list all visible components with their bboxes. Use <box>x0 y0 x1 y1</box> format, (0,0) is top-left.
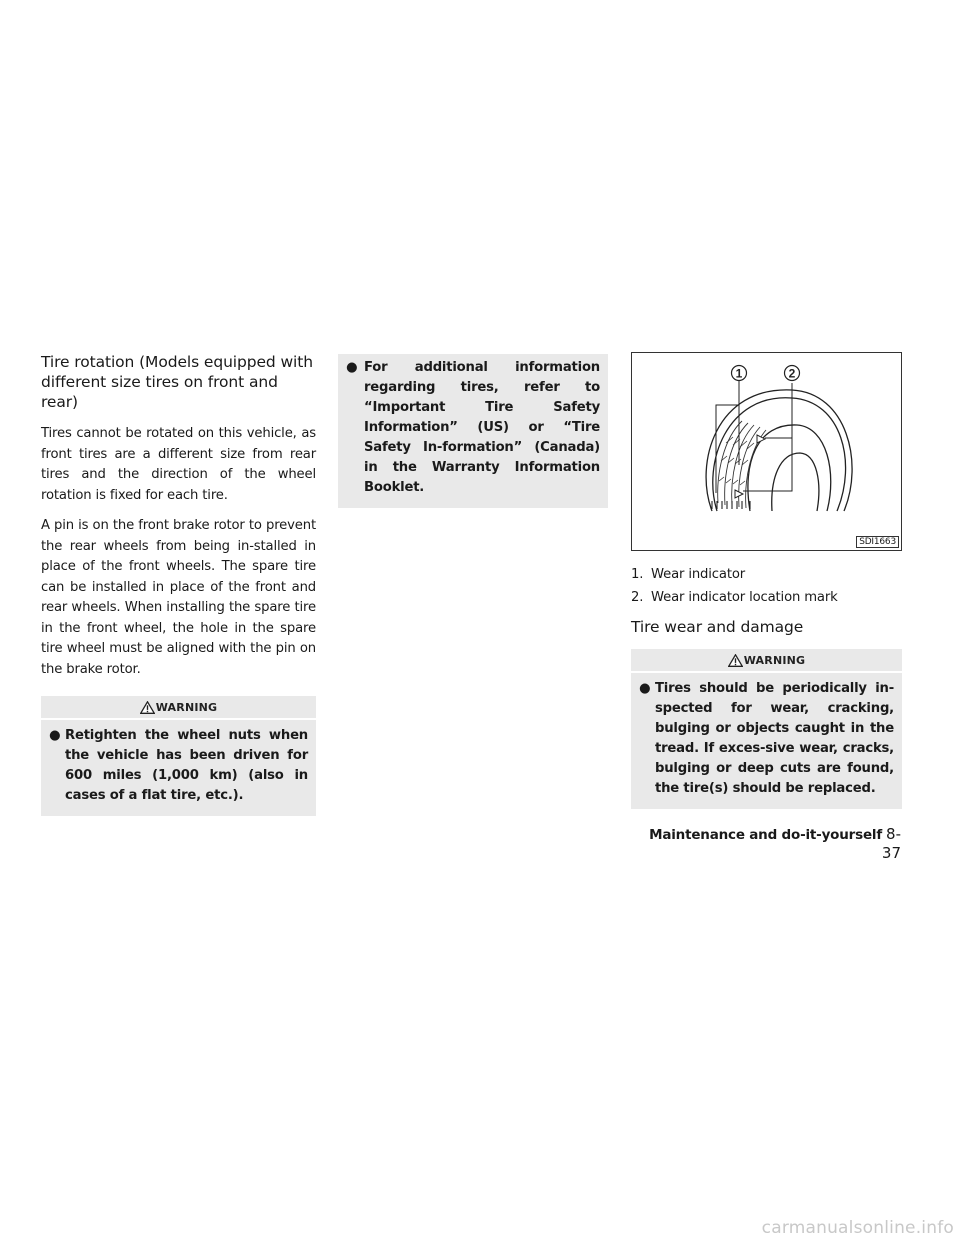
legend-text: Wear indicator <box>651 567 746 582</box>
warning-bullet <box>639 679 894 799</box>
section-heading-tire-rotation: Tire rotation (Models equipped with different size tires on front and rear) <box>41 353 313 411</box>
warning-bullet-text: Retighten the wheel nuts when the vehicle has been driven for 600 miles (1,000 km) (also in cases of a flat tire, etc.). <box>65 728 308 803</box>
warning-triangle-icon <box>728 654 743 667</box>
page-number: 8-37 <box>881 825 901 862</box>
warning-title <box>631 649 902 673</box>
paragraph-brake-pin: A pin is on the front brake rotor to prevent the rear wheels from being in-stalled in place of the front wheels. The spare tire can be installed in place of the front and rear wheels. When installing the spare tire in the front wheel, the hole in the spare tire wheel must be aligned with the pin on the brake rotor. <box>41 518 316 677</box>
column-middle <box>338 354 608 508</box>
warning-box <box>41 696 316 816</box>
warning-title <box>41 696 316 720</box>
tire-wear-indicator-figure <box>631 352 902 551</box>
note-box <box>338 354 608 508</box>
warning-bullet <box>49 726 308 806</box>
legend-number: 1. <box>631 567 644 582</box>
warning-box <box>631 649 902 809</box>
figure-code: SDI1663 <box>856 536 899 548</box>
legend-item <box>631 586 902 609</box>
bullet-dot: ● <box>639 681 651 696</box>
note-bullet <box>346 358 600 498</box>
bullet-dot: ● <box>49 728 61 743</box>
bullet-dot: ● <box>346 360 358 375</box>
paragraph-rotation-info: Tires cannot be rotated on this vehicle, as front tires are a different size from rear tires and the direction of the wheel rotation is fixed for each tire. <box>41 426 316 503</box>
callout-2: 2 <box>788 366 796 381</box>
warning-triangle-icon <box>140 701 155 714</box>
section-heading-tire-wear: Tire wear and damage <box>631 618 804 636</box>
figure-legend <box>631 563 902 609</box>
note-bullet-text: For additional information regarding tires, refer to “Important Tire Safety Information” (US) or “Tire Safety In-formation” (Canada) in the Warranty Information Booklet. <box>364 360 600 495</box>
watermark: carmanualsonline.info <box>761 1218 954 1238</box>
legend-number: 2. <box>631 590 644 605</box>
legend-text: Wear indicator location mark <box>651 590 838 605</box>
warning-label: WARNING <box>743 653 806 667</box>
page-footer <box>631 825 901 863</box>
callout-1: 1 <box>735 366 743 381</box>
warning-label: WARNING <box>155 700 218 714</box>
legend-item <box>631 563 902 586</box>
warning-bullet-text: Tires should be periodically in-spected for wear, cracking, bulging or objects caught in the tread. If exces-sive wear, cracks, bulging or deep cuts are found, the tire(s) should be replaced. <box>655 681 894 796</box>
footer-section-title: Maintenance and do-it-yourself <box>649 827 883 843</box>
column-left <box>41 352 316 816</box>
tire-tread-illustration <box>632 353 901 550</box>
column-right <box>631 352 902 809</box>
